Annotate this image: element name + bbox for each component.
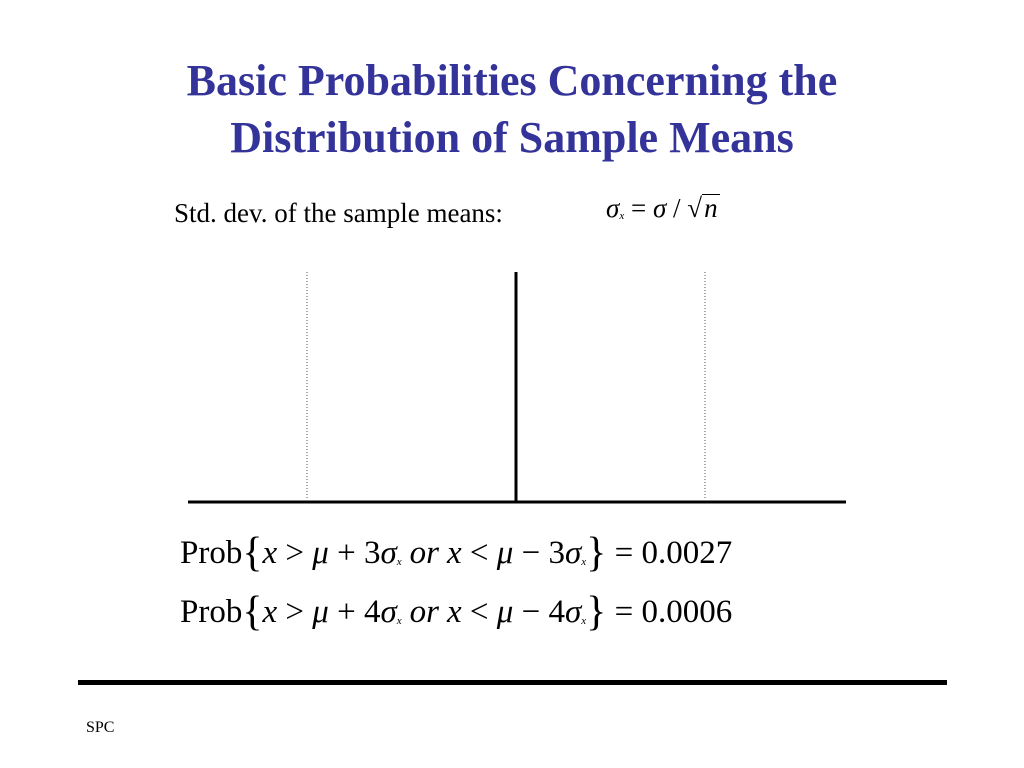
footer-label: SPC — [86, 719, 115, 736]
sigma-subscript: x — [619, 210, 625, 222]
probability-line-1 — [180, 530, 733, 582]
underscore-gap-2 — [439, 594, 447, 630]
equals-sign: = — [630, 193, 647, 223]
k-value: 4 — [364, 594, 381, 630]
sigma-symbol-2: σ — [565, 594, 582, 630]
gt-sign: > — [285, 535, 305, 571]
sqrt-sign: √ — [687, 193, 703, 223]
probability-line-2 — [180, 589, 733, 641]
left-brace: { — [242, 530, 263, 576]
prob-word: Prob — [180, 594, 243, 630]
sigma-subscript: x — [396, 615, 402, 627]
probability-value: 0.0006 — [641, 594, 733, 630]
std-dev-label: Std. dev. of the sample means: — [174, 198, 503, 228]
sigma-symbol: σ — [606, 193, 620, 223]
lt-sign: < — [469, 594, 489, 630]
k-value: 3 — [364, 535, 381, 571]
probability-value: 0.0027 — [641, 535, 733, 571]
mu-symbol-2: μ — [496, 594, 514, 630]
equals-sign: = — [614, 535, 634, 571]
footer-rule — [78, 680, 947, 685]
underscore-gap-2 — [439, 535, 447, 571]
sigma-symbol: σ — [380, 594, 397, 630]
left-brace: { — [242, 589, 263, 635]
plus-sign: + — [337, 535, 356, 571]
var-x: x — [262, 594, 278, 630]
sigma-symbol-2: σ — [652, 193, 667, 223]
minus-sign: − — [521, 594, 541, 630]
right-brace: } — [586, 530, 607, 576]
sigma-subscript: x — [396, 556, 402, 568]
var-x-2: x — [447, 535, 462, 571]
sigma-symbol-2: σ — [565, 535, 582, 571]
slide-title-line-2: Distribution of Sample Means — [230, 113, 794, 162]
prob-word: Prob — [180, 535, 243, 571]
sigma-subscript-2: x — [581, 615, 587, 627]
sqrt-radicand: n — [704, 193, 718, 223]
sigma-symbol: σ — [380, 535, 397, 571]
or-word: or — [409, 535, 440, 571]
mu-symbol: μ — [312, 594, 329, 630]
mu-symbol-2: μ — [496, 535, 514, 571]
gt-sign: > — [285, 594, 305, 630]
underscore-gap — [402, 535, 410, 571]
equals-sign: = — [614, 594, 634, 630]
mu-symbol: μ — [312, 535, 329, 571]
minus-sign: − — [521, 535, 541, 571]
right-brace: } — [586, 589, 607, 635]
var-x: x — [262, 535, 278, 571]
lt-sign: < — [469, 535, 489, 571]
slide-title-line-1: Basic Probabilities Concerning the — [186, 56, 838, 105]
k-value-2: 4 — [548, 594, 565, 630]
sigma-subscript-2: x — [581, 556, 587, 568]
slash-sign: / — [673, 193, 681, 223]
var-x-2: x — [447, 594, 462, 630]
k-value-2: 3 — [548, 535, 565, 571]
plus-sign: + — [337, 594, 356, 630]
underscore-gap — [402, 594, 410, 630]
or-word: or — [409, 594, 440, 630]
